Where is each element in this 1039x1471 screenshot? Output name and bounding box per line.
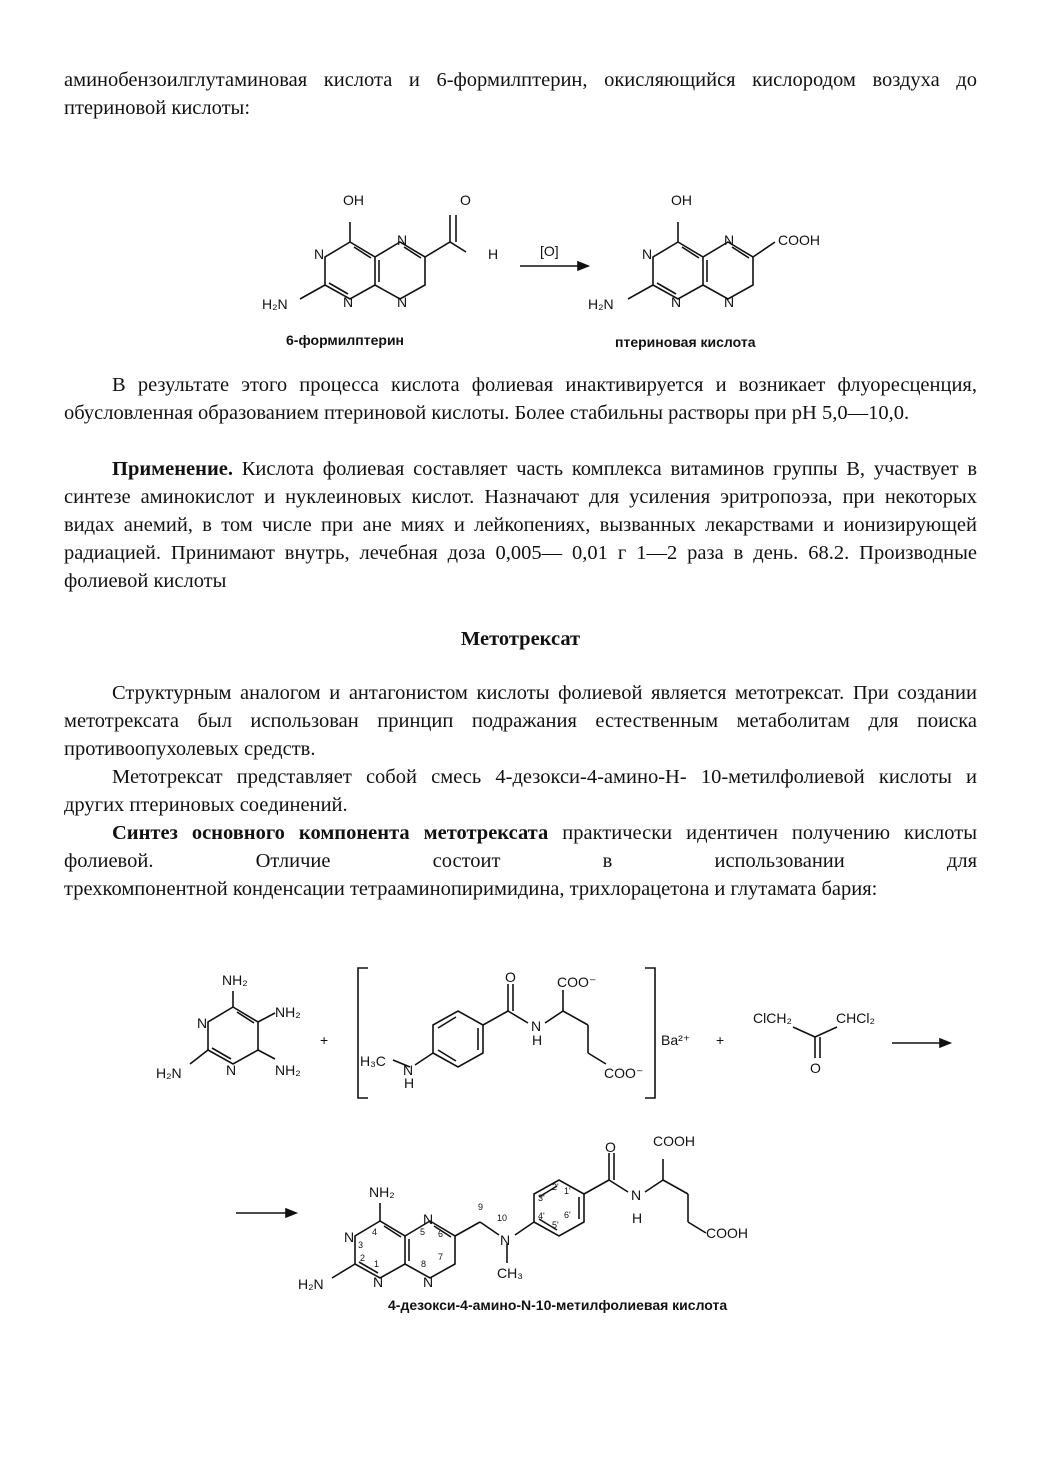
molecule-pterinic-acid xyxy=(588,192,820,312)
cooh-label: COOH xyxy=(778,232,820,248)
n-label: N xyxy=(343,294,354,310)
caption-pterinic-acid: птериновая кислота xyxy=(615,334,756,350)
position-number: 8 xyxy=(421,1259,427,1269)
position-number: 1 xyxy=(374,1259,380,1269)
paragraph-fluorescence: В результате этого процесса кислота фолиевая инактивируется и возникает флуоресценция, обусловленная образованием птериновой кислоты. Более стабильны растворы при pH 5,0—10,0. xyxy=(64,374,977,424)
position-number: 5 xyxy=(420,1227,426,1237)
cooh-label: COOH xyxy=(706,1225,748,1241)
n-label: N xyxy=(197,1015,208,1031)
h2n-label: H₂N xyxy=(156,1065,182,1081)
n-label: N xyxy=(373,1274,384,1290)
h2n-label: H₂N xyxy=(588,296,614,312)
h-label: H xyxy=(632,1210,643,1226)
caption-6-formylpterin: 6-формилптерин xyxy=(286,332,405,348)
paragraph-composition: Метотрексат представляет собой смесь 4-дезокси-4-амино-Н- 10-метилфолиевой кислоты и других птериновых соединений. xyxy=(64,766,977,816)
position-number: 2 xyxy=(360,1253,366,1263)
n-label: N xyxy=(314,246,325,262)
nh2-label: NH₂ xyxy=(222,972,248,988)
scheme-formylpterin-oxidation xyxy=(0,185,1039,355)
position-number: 4' xyxy=(538,1211,545,1221)
caption-methotrexate-product: 4-дезокси-4-амино-N-10-метилфолиевая кислота xyxy=(388,1297,728,1313)
position-number: 3 xyxy=(358,1240,364,1250)
o-label: O xyxy=(460,192,471,208)
reaction-arrow-bottom xyxy=(236,1209,296,1217)
reagent-label: [O] xyxy=(540,243,559,259)
paragraph-application xyxy=(64,455,977,595)
n-label: N xyxy=(671,294,682,310)
nh-label: N xyxy=(531,1018,542,1034)
plus-sign: + xyxy=(320,1032,329,1048)
application-text: Кислота фолиевая составляет часть комплекса витаминов группы B, участвует в синтезе аминокислот и нуклеиновых кислот. Назначают для усиления эритропоэза, при некоторых видах анемий, в том числе при ане миях и лейкопениях, вызванных лекарствами и ионизирующей радиацией. Принимают внутрь, лечебная доза 0,005— 0,01 г 1—2 раза в день. 68.2. Производные фолиевой кислоты xyxy=(64,458,977,592)
application-label: Применение. xyxy=(112,458,233,480)
oh-label: OH xyxy=(671,192,692,208)
position-number: 4 xyxy=(372,1227,378,1237)
chcl2-label: CHCl₂ xyxy=(836,1010,875,1026)
n-label: N xyxy=(642,246,653,262)
ch3-label: CH₃ xyxy=(497,1265,523,1281)
h-label: H xyxy=(404,1075,415,1091)
nh-label: N xyxy=(403,1062,414,1078)
paragraph-analog: Структурным аналогом и антагонистом кислоты фолиевой является метотрексат. При создании метотрексата был использован принцип подражания естественным метаболитам для поиска противоопухолевых средств. xyxy=(64,682,977,760)
clch2-label: ClCH₂ xyxy=(753,1010,792,1026)
molecule-methotrexate xyxy=(298,1133,748,1292)
o-label: O xyxy=(605,1139,616,1155)
n-label: N xyxy=(226,1062,237,1078)
nh2-label: NH₂ xyxy=(369,1184,395,1200)
reaction-arrow xyxy=(520,243,588,270)
h2n-label: H₂N xyxy=(262,296,288,312)
molecule-trichloroacetone xyxy=(753,1010,875,1076)
h-label: H xyxy=(532,1032,543,1048)
coo-label: COO⁻ xyxy=(604,1065,644,1081)
position-number: 6 xyxy=(438,1229,444,1239)
n10-label: N xyxy=(500,1232,511,1248)
position-number: 5' xyxy=(552,1220,559,1230)
nh-label: N xyxy=(631,1187,642,1203)
n-label: N xyxy=(423,1211,434,1227)
paragraph-synthesis-continued: трехкомпонентной конденсации тетрааминопиримидина, трихлорацетона и глутамата бария: xyxy=(64,878,878,900)
nh2-label: NH₂ xyxy=(275,1062,301,1078)
position-number: 1' xyxy=(564,1186,571,1196)
position-number: 10 xyxy=(497,1213,508,1223)
molecule-6-formylpterin xyxy=(262,192,498,312)
n-label: N xyxy=(397,294,408,310)
o-label: O xyxy=(810,1060,821,1076)
position-number: 6' xyxy=(564,1210,571,1220)
coo-label: COO⁻ xyxy=(557,974,597,990)
scheme-methotrexate-synthesis xyxy=(0,965,1039,1325)
h2n-label: H₂N xyxy=(298,1276,324,1292)
nh2-label: NH₂ xyxy=(275,1004,301,1020)
n-label: N xyxy=(344,1229,355,1245)
reaction-arrow-top xyxy=(892,1039,950,1047)
synthesis-text-a: практически идентичен получению кислоты фолиевой. Отличие состоит в использовании для xyxy=(64,822,977,872)
n-label: N xyxy=(423,1274,434,1290)
position-number: 2' xyxy=(552,1182,559,1192)
position-number: 7 xyxy=(438,1252,444,1262)
position-number: 9 xyxy=(478,1202,484,1212)
n-label: N xyxy=(397,232,408,248)
o-label: O xyxy=(505,969,516,985)
section-heading-methotrexate: Метотрексат xyxy=(460,628,581,650)
synthesis-label: Синтез основного компонента метотрексата xyxy=(112,822,549,844)
h-label: H xyxy=(488,246,499,262)
h3c-label: H₃C xyxy=(360,1053,386,1069)
n-label: N xyxy=(724,294,735,310)
plus-sign: + xyxy=(716,1032,725,1048)
paragraph-synthesis xyxy=(64,819,977,875)
n-label: N xyxy=(724,232,735,248)
molecule-barium-glutamate xyxy=(358,968,690,1098)
barium-label: Ba²⁺ xyxy=(661,1032,691,1048)
oh-label: OH xyxy=(343,192,364,208)
cooh-label: COOH xyxy=(653,1133,695,1149)
position-number: 3' xyxy=(538,1193,545,1203)
molecule-tetraaminopyrimidine xyxy=(156,972,301,1081)
paragraph-intro: аминобензоилглутаминовая кислота и 6-формилптерин, окисляющийся кислородом воздуха до птериновой кислоты: xyxy=(64,69,977,119)
